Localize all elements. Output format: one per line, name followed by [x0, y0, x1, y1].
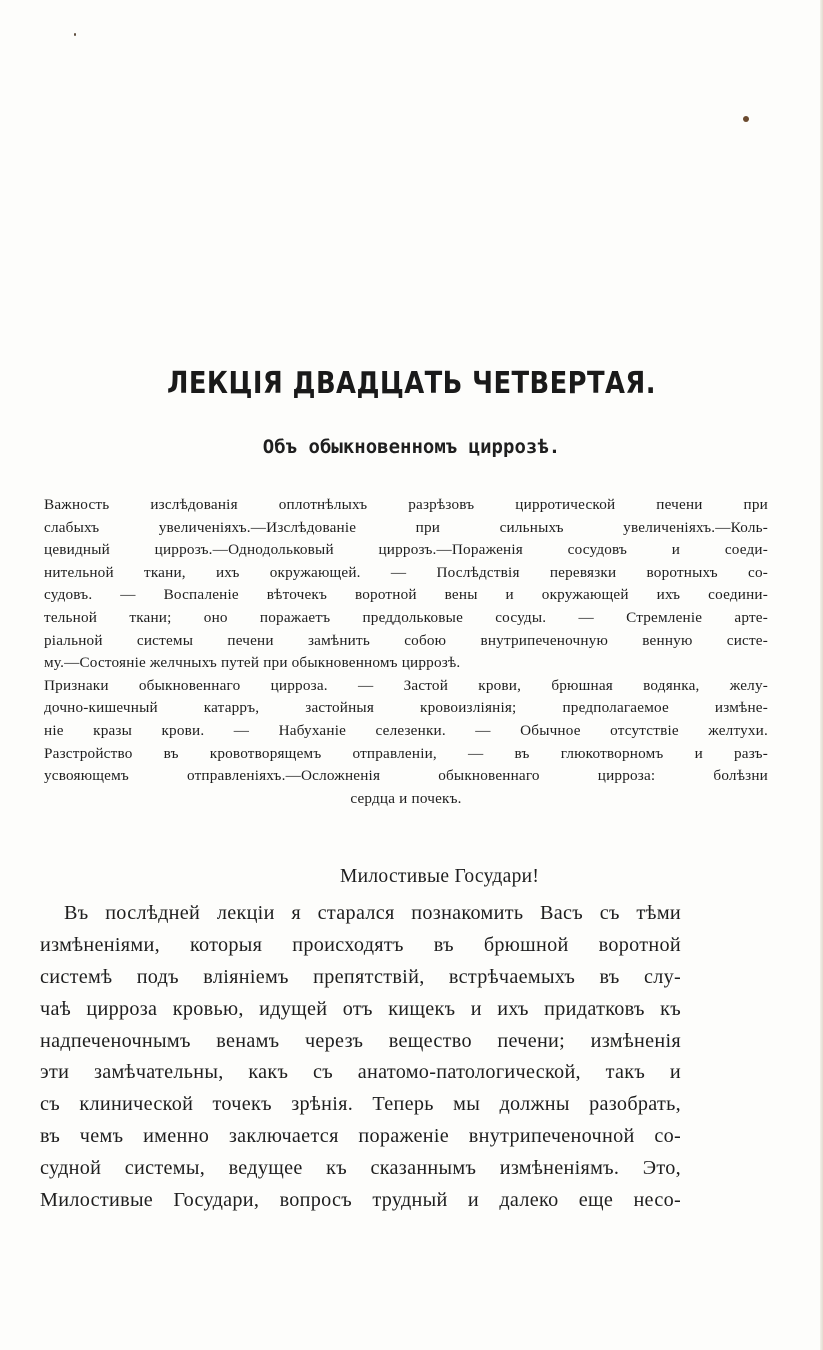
summary-line-last: сердца и почекъ.: [350, 789, 462, 807]
body-line: чаѣ цирроза кровью, идущей отъ кишекъ и ихъ придатковъ къ: [40, 997, 681, 1020]
body-line: Въ послѣдней лекціи я старался познакомить Васъ съ тѣми: [64, 902, 681, 924]
lecture-title: ЛЕКЦІЯ ДВАДЦАТЬ ЧЕТВЕРТАЯ.: [167, 366, 656, 401]
body-line: системѣ подъ вліяніемъ препятствій, встрѣчаемыхъ въ слу-: [40, 965, 681, 988]
salutation: Милостивые Государи!: [340, 866, 540, 887]
body-text: [40, 898, 681, 1217]
summary-line: му.—Состояніе желчныхъ путей при обыкновенномъ циррозѣ.: [44, 654, 461, 672]
summary-line: Важность изслѣдованія оплотнѣлыхъ разрѣзовъ цирротической печени при: [44, 496, 768, 513]
lecture-subtitle: Объ обыкновенномъ циррозѣ.: [262, 436, 561, 458]
ink-speck-top-right: [743, 116, 749, 122]
summary-line: слабыхъ увеличеніяхъ.—Изслѣдованіе при сильныхъ увеличеніяхъ.—Коль-: [44, 518, 768, 536]
summary-line: тельной ткани; оно поражаетъ преддольковые сосуды. — Стремленіе арте-: [44, 608, 768, 626]
summary-line: ніе кразы крови. — Набуханіе селезенки. — Обычное отсутствіе желтухи.: [44, 721, 768, 739]
summary-line: цевидный циррозъ.—Однодольковый циррозъ.—Пораженія сосудовъ и соеди-: [44, 541, 768, 559]
body-line: надпеченочнымъ венамъ черезъ вещество печени; измѣненія: [40, 1029, 681, 1052]
summary-line: усвояющемъ отправленіяхъ.—Осложненія обыкновеннаго цирроза: болѣзни: [44, 767, 768, 785]
summary-line: судовъ. — Воспаленіе вѣточекъ воротной вены и окружающей ихъ соедини-: [44, 586, 768, 604]
body-line: измѣненіями, которыя происходятъ въ брюшной воротной: [40, 933, 681, 956]
summary-line: нительной ткани, ихъ окружающей. — Послѣдствія перевязки воротныхъ со-: [44, 563, 768, 581]
body-line: съ клинической точекъ зрѣнія. Теперь мы должны разобрать,: [40, 1093, 681, 1116]
lecture-summary: [44, 494, 768, 810]
body-line: эти замѣчательны, какъ съ анатомо-патологической, такъ и: [40, 1061, 681, 1084]
summary-line: Признаки обыкновеннаго цирроза. — Застой крови, брюшная водянка, желу-: [44, 676, 768, 694]
body-line: въ чемъ именно заключается пораженіе внутрипеченочной со-: [40, 1125, 681, 1148]
body-line: Милостивые Государи, вопросъ трудный и далеко еще несо-: [40, 1189, 681, 1212]
summary-line: ріальной системы печени замѣнить собою внутрипеченочную венную систе-: [44, 631, 768, 649]
summary-line: Разстройство въ кровотворящемъ отправленіи, — въ глюкотворномъ и разъ-: [44, 744, 768, 762]
body-line: судной системы, ведущее къ сказаннымъ измѣненіямъ. Это,: [40, 1157, 681, 1180]
ink-speck-top-left: [74, 33, 76, 36]
summary-line: дочно-кишечный катарръ, застойныя кровоизліянія; предполагаемое измѣне-: [44, 699, 768, 717]
